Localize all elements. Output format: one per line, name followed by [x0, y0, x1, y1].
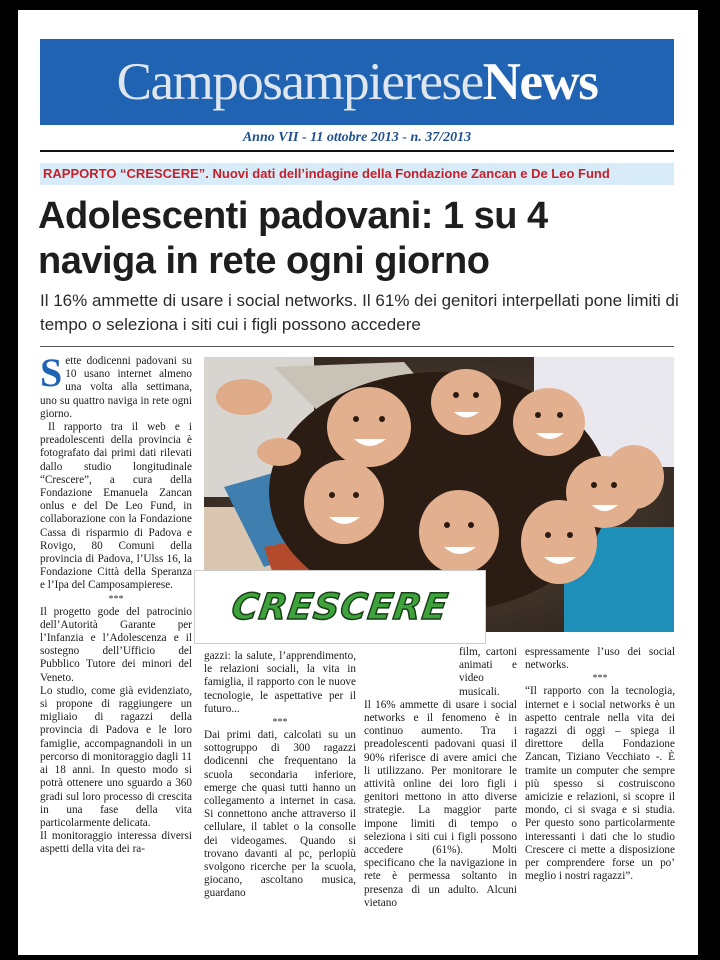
paragraph: film, cartoni animati e video musicali. — [459, 646, 517, 698]
paragraph: Il rapporto tra il web e i preadolescenti della provincia è fotografato dai primi dati rilevati dallo studio longitudinale “Crescere”, a cura della Fondazione Emanuela Zancan onlus e del De Leo Fund, in collaborazione con la Fondazione Cassa di risparmio di Padova e Rovigo, 80 Comuni della provincia di Padova, l’Ulss 16, la Fondazione Città della Speranza e l’Ipa del Camposampierese. — [40, 421, 192, 592]
paragraph: Il 16% ammette di usare i social networks e il fenomeno è in continuo aumento. Tra i preadolescenti padovani quasi il 90% riferisce di avere amici che li utilizzano. Per monitorare le attività online dei loro figli i genitori mettono in atto diverse strategie. La maggior parte impone limiti di tempo o seleziona i siti cui i figli possono accedere (61%). Molti specificano che la navigazione in rete è permessa soltanto in presenza di un adulto. Alcuni vietano — [364, 698, 517, 909]
subhead-rule — [40, 346, 674, 347]
paragraph: espressamente l’uso dei social networks. — [525, 646, 675, 672]
kicker-text: Nuovi dati dell’indagine della Fondazione Zancan e De Leo Fund — [212, 166, 610, 181]
kicker-bar — [40, 163, 674, 185]
kicker-label: RAPPORTO “CRESCERE”. — [43, 166, 209, 181]
paragraph: “Il rapporto con la tecnologia, internet e i social networks è un aspetto centrale nella vita dei ragazzi di oggi – spiega il direttore della Fondazione Zancan, Tiziano Vecchiato -. È tramite un computer che sempre più spesso si costruiscono amicizie e relazioni, si scopre il mondo, ci si svaga e si studia. Per questo sono particolarmente interessanti i dati che lo studio Crescere ci mette a disposizione per comprendere forse un po’ meglio i nostri ragazzi”. — [525, 685, 675, 883]
masthead-title — [117, 52, 598, 112]
headline-line-2: naviga in rete ogni giorno — [38, 240, 490, 282]
newspaper-page — [18, 10, 698, 955]
paragraph: Dai primi dati, calcolati su un sottogruppo di 300 ragazzi dodicenni che frequentano la scuola secondaria inferiore, emerge che quasi tutti hanno un collegamento a internet in casa. Si connettono anche attraverso il cellulare, il tablet o la consolle dei videogames. Quando si trovano davanti al pc, perlopiù svolgono ricerche per la scuola, giocano, ascoltano musica, guardano — [204, 729, 356, 900]
article-column-2 — [204, 650, 356, 901]
paragraph: ette dodicenni padovani su 10 usano internet almeno una volta alla settimana, uno su quattro naviga in rete ogni giorno. — [40, 355, 192, 420]
article-column-4 — [525, 646, 675, 883]
article-column-3 — [364, 646, 517, 910]
masthead-rule — [40, 150, 674, 152]
paragraph: Il progetto gode del patrocinio dell’Autorità Garante per l’Infanzia e l’Adolescenza e il sostegno dell’Ufficio del Pubblico Tutore dei minori del Veneto. — [40, 605, 192, 684]
masthead — [40, 39, 674, 125]
section-separator: *** — [592, 673, 608, 685]
drop-cap: S — [40, 350, 63, 395]
paragraph: gazzi: la salute, l’apprendimento, le relazioni sociali, la vita in famiglia, il rapporto con le nuove tecnologie, le aspettative per il futuro... — [204, 650, 356, 715]
paragraph: Il monitoraggio interessa diversi aspetti della vita dei ra- — [40, 830, 192, 856]
paragraph: Lo studio, come già evidenziato, si propone di raggiungere un migliaio di ragazzi della provincia di Padova e le loro famiglie, accompagnandoli in un percorso di monitoraggio dagli 11 ai 18 anni. In questo modo si potrà ottenere uno sguardo a 360 gradi sul loro processo di crescita in una fase della vita particolarmente delicata. — [40, 684, 192, 829]
subheadline: Il 16% ammette di usare i social networks. Il 61% dei genitori interpellati pone limiti di tempo o seleziona i siti cui i figli possono accedere — [40, 291, 679, 334]
headline-line-1: Adolescenti padovani: 1 su 4 — [38, 195, 548, 237]
crescere-logo — [194, 570, 486, 644]
section-separator: *** — [272, 717, 288, 729]
article-column-1 — [40, 350, 192, 857]
issue-line: Anno VII - 11 ottobre 2013 - n. 37/2013 — [242, 130, 472, 145]
crescere-logo-text: CRESCERE — [229, 586, 451, 628]
section-separator: *** — [108, 593, 124, 605]
headline — [38, 194, 678, 284]
masthead-title-light: Camposampierese — [116, 53, 483, 111]
masthead-title-bold: News — [482, 53, 598, 111]
